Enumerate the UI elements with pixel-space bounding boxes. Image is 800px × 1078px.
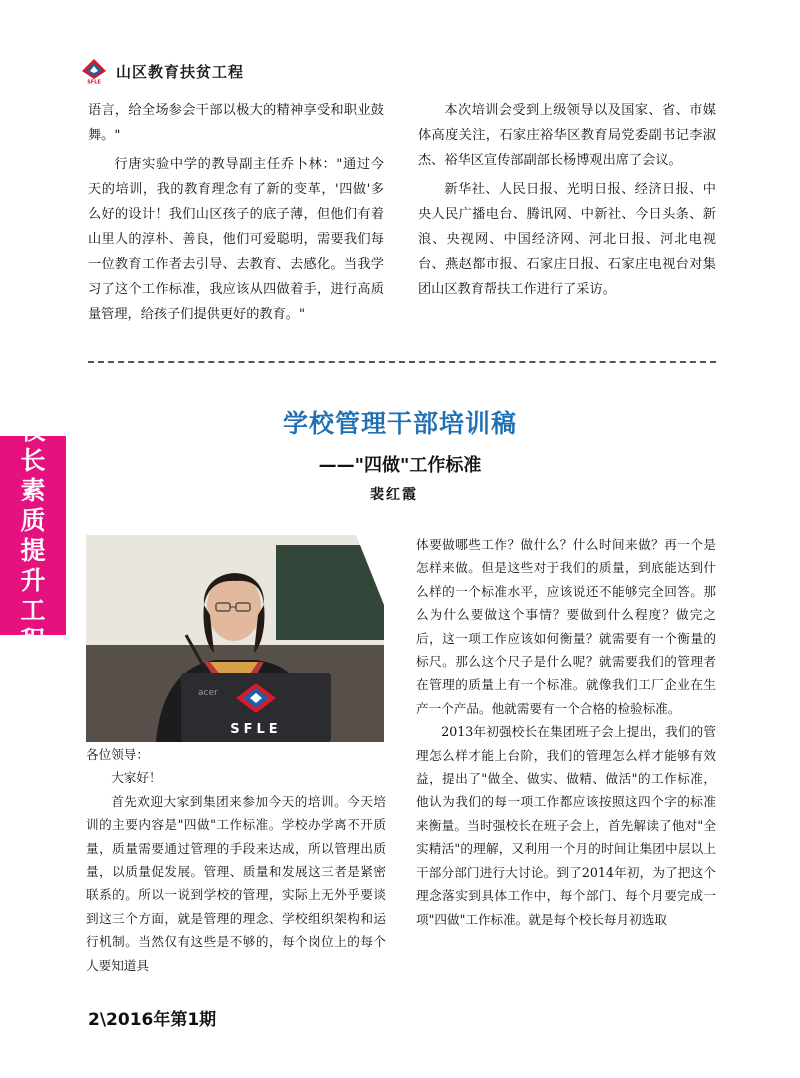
speaker-photo [86,535,384,742]
side-tab-char: 升 [20,565,46,595]
salutation: 大家好！ [111,770,162,786]
side-tab-char: 提 [20,535,46,565]
body-right-column [416,533,716,931]
top-right-column [418,98,716,302]
laptop-brand: acer [198,688,218,698]
side-tab-char: 工 [20,595,46,625]
page-number-label: 2\2016年第1期 [88,1010,217,1030]
sfle-logo [80,58,108,84]
side-tab-char: 程 [20,625,46,655]
sfle-logo-text: SFLE [87,79,101,84]
side-tab-char: 校 [20,415,46,445]
body-right-paragraph-1: 体要做哪些工作？做什么？什么时间来做？再一个是怎样来做。但是这些对于我们的质量，到底能达到什么样的一个标准水平，应该说还不能够完全回答。那么为什么要做这个事情？要做到什么程度？做完之后，这一项工作应该如何衡量？就需要有一个衡量的标尺。那么这个尺子是什么呢？就需要我们的管理者在管理的质量上有一个标准。就像我们工厂企业在生产一个产品。他就需要有一个合格的检验标准。 [416,537,716,716]
section-divider [88,361,716,363]
side-tab-char: 长 [20,445,46,475]
speaker-photo-illustration [86,535,384,742]
body-left-column [86,743,386,977]
top-left-column [88,98,384,327]
article-subtitle: ——"四做"工作标准 [318,455,482,476]
article-title: 学校管理干部培训稿 [282,409,517,438]
side-tab-char: 质 [20,505,46,535]
top-right-paragraph-2: 新华社、人民日报、光明日报、经济日报、中央人民广播电台、腾讯网、中新社、今日头条、新浪、央视网、中国经济网、河北日报、河北电视台、燕赵都市报、石家庄日报、石家庄电视台对集团山区教育帮扶工作进行了采访。 [418,182,716,297]
body-right-paragraph-2: 2013年初强校长在集团班子会上提出，我们的管理怎么样才能上台阶，我们的管理怎么样才能够有效益，提出了"做全、做实、做精、做活"的工作标准，他认为我们的每一项工作都应该按照这四个字的标准来衡量。当时强校长在班子会上，首先解读了他对"全实精活"的理解，又利用一个月的时间让集团中层以上干部分部门进行大讨论。到了2014年初，为了把这个理念落实到具体工作中，每个部门、每个月要完成一项"四做"工作标准。就是每个校长每月初选取 [416,724,716,927]
greeting: 各位领导： [86,747,149,762]
side-tab-char: 素 [20,475,46,505]
body-left-paragraph: 首先欢迎大家到集团来参加今天的培训。今天培训的主要内容是"四做"工作标准。学校办学离不开质量，质量需要通过管理的手段来达成，所以管理出质量，以质量促发展。管理、质量和发展这三者是紧密联系的。所以一说到学校的管理，实际上无外乎要谈到这三个方面，就是管理的理念、学校组织架构和运行机制。当然仅有这些是不够的，每个岗位上的每个人要知道具 [86,793,386,973]
top-right-paragraph-1: 本次培训会受到上级领导以及国家、省、市媒体高度关注，石家庄裕华区教育局党委副书记李淑杰、裕华区宣传部副部长杨博观出席了会议。 [418,103,716,168]
article-author: 裴红霞 [370,487,418,503]
page-header [80,56,244,86]
top-left-paragraph-1: 语言，给全场参会干部以极大的精神享受和职业鼓舞。" [88,103,384,143]
top-left-paragraph-2: 行唐实验中学的教导副主任乔卜林："通过今天的培训，我的教育理念有了新的变革，'四做'多么好的设计！我们山区孩子的底子薄，但他们有着山里人的淳朴、善良，他们可爱聪明，需要我们每一位教育工作者去引导、去教育、去感化。当我学习了这个工作标准，我应该从四做着手，进行高质量管理，给孩子们提供更好的教育。" [88,157,384,322]
header-title: 山区教育扶贫工程 [116,62,245,81]
laptop-logo-text: SFLE [230,722,282,737]
